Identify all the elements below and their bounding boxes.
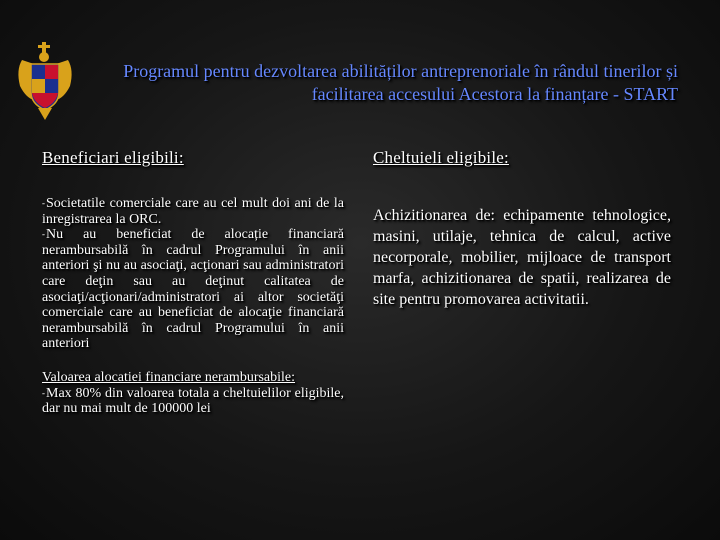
dash-bullet: - (42, 229, 45, 240)
list-item-text: Nu au beneficiat de alocație financiară nerambursabilă în cadrul Programului în anii anteriori şi nu au asociaţi, acţionari sau administratori care deţin sau au deţinut calitatea de asociaţi/acţionari/administratori ai altor societăţi comerciale care au beneficiat de alocaţie financiară nerambursabilă în cadrul Programului în anii anteriori (42, 227, 344, 352)
list-item (42, 386, 344, 417)
eligible-expenses-heading: Cheltuieli eligibile: (373, 148, 509, 167)
list-item-text: Societatile comerciale care au cel mult doi ani de la inregistrarea la ORC. (42, 196, 344, 227)
list-item (42, 196, 344, 227)
list-item (42, 227, 344, 352)
eligible-expenses-text: Achizitionarea de: echipamente tehnologice, masini, utilaje, tehnica de calcul, active necorporale, mobilier, mijloace de transport marfa, achizitionarea de spatii, realizarea de site pentru promovarea activitatii. (373, 207, 671, 308)
dash-bullet: - (42, 198, 45, 208)
dash-bullet: - (42, 387, 45, 398)
list-item-text: Max 80% din valoarea totala a cheltuielilor eligibile, dar nu mai mult de 100000 lei (42, 385, 344, 417)
grant-value-heading: Valoarea alocatiei financiare nerambursabile: (42, 369, 296, 385)
beneficiaries-heading: Beneficiari eligibili: (42, 148, 184, 167)
beneficiaries-list (42, 196, 344, 417)
slide-title: Programul pentru dezvoltarea abilităților antreprenoriale în rândul tinerilor și facilitarea accesului Acestora la finanțare - START (123, 61, 678, 104)
